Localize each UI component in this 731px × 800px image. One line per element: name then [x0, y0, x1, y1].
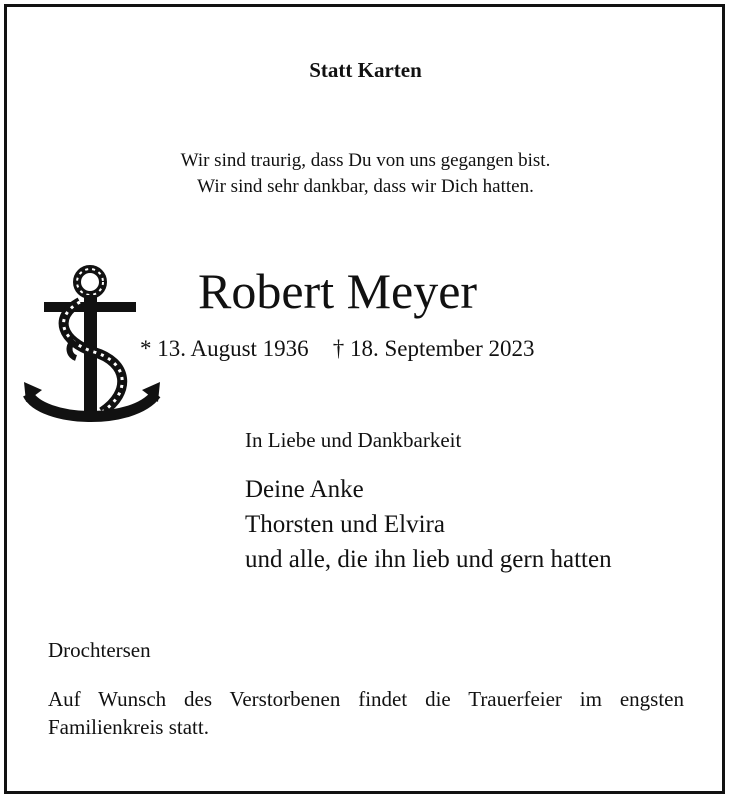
- life-dates: [140, 336, 535, 362]
- mourners-intro: In Liebe und Dankbarkeit: [245, 428, 462, 452]
- mourner-name: Thorsten und Elvira: [245, 511, 445, 538]
- deceased-name: Robert Meyer: [198, 263, 478, 319]
- mourner-name: Deine Anke: [245, 476, 364, 503]
- motto-line-2: Wir sind sehr dankbar, dass wir Dich hatten.: [197, 176, 534, 197]
- motto: [0, 148, 731, 200]
- birth-date: * 13. August 1936: [140, 336, 309, 361]
- mourner-name: und alle, die ihn lieb und gern hatten: [245, 546, 612, 573]
- motto-line-1: Wir sind traurig, dass Du von uns gegangen bist.: [180, 150, 551, 171]
- funeral-note: Auf Wunsch des Verstorbenen findet die Trauerfeier im engsten Familienkreis statt.: [48, 687, 684, 739]
- mourners-list: [245, 472, 612, 577]
- death-date: † 18. September 2023: [332, 336, 535, 361]
- place: Drochtersen: [48, 638, 151, 662]
- header-title: Statt Karten: [309, 58, 422, 82]
